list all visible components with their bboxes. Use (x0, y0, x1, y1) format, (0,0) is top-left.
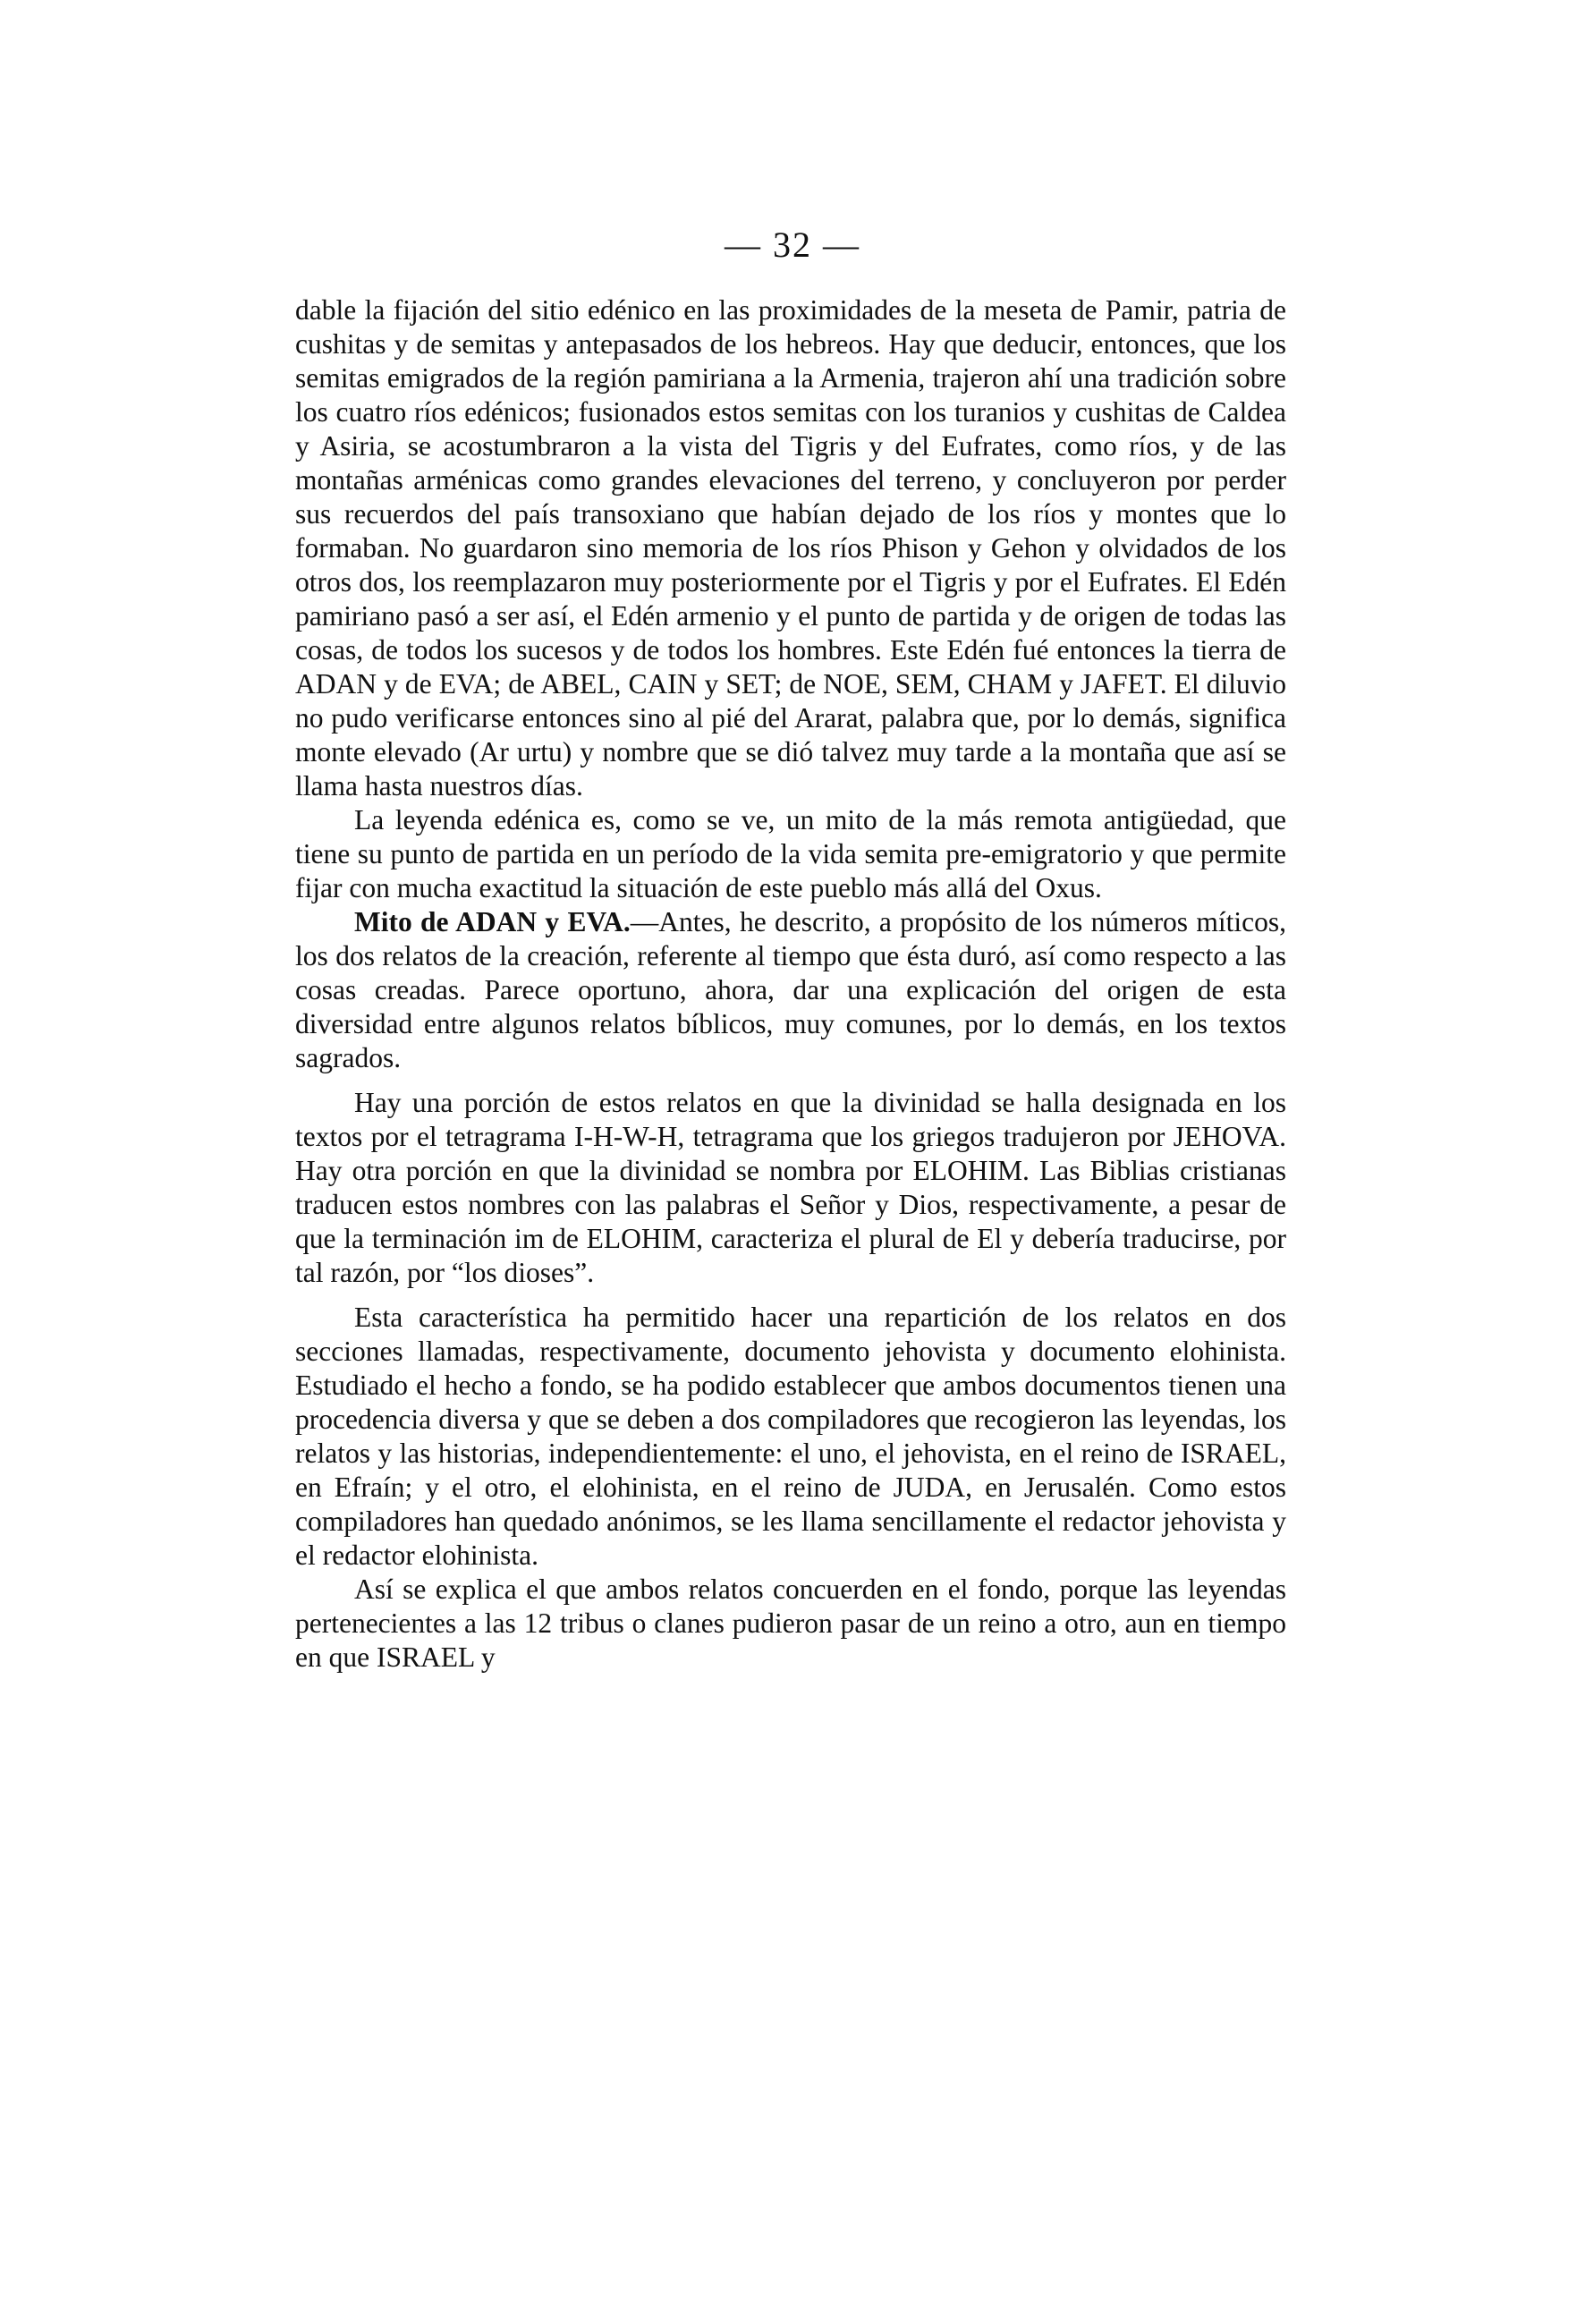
page-number: — 32 — (725, 225, 860, 265)
paragraph-6: Así se explica el que ambos relatos concuerden en el fondo, porque las leyendas pertenecientes a las 12 tribus o clanes pudieron pasar de un reino a otro, aun en tiempo en que ISRAEL y (295, 1573, 1286, 1673)
paragraph-3-text: —Antes, he descrito, a propósito de los números míticos, los dos relatos de la creación, referente al tiempo que ésta duró, así como respecto a las cosas creadas. Parece oportuno, ahora, dar una explicación del origen de esta diversidad entre algunos relatos bíblicos, muy comunes, por lo demás, en los textos sagrados. (295, 906, 1286, 1073)
paragraph-4: Hay una porción de estos relatos en que la divinidad se halla designada en los textos por el tetragrama I-H-W-H, tetragrama que los griegos tradujeron por JEHOVA. Hay otra porción en que la divinidad se nombra por ELOHIM. Las Biblias cristianas traducen estos nombres con las palabras el Señor y Dios, respectivamente, a pesar de que la terminación im de ELOHIM, caracteriza el plural de El y debería traducirse, por tal razón, por “los dioses”. (295, 1087, 1286, 1288)
paragraph-5: Esta característica ha permitido hacer una repartición de los relatos en dos secciones llamadas, respectivamente, documento jehovista y documento elohinista. Estudiado el hecho a fondo, se ha podido establecer que ambos documentos tienen una procedencia diversa y que se deben a dos compiladores que recogieron las leyendas, los relatos y las historias, independientemente: el uno, el jehovista, en el reino de ISRAEL, en Efraín; y el otro, el elohinista, en el reino de JUDA, en Jerusalén. Como estos compiladores han quedado anónimos, se les llama sencillamente el redactor jehovista y el redactor elohinista. (295, 1302, 1286, 1571)
paragraph-3 (295, 905, 1286, 1075)
paragraph-2: La leyenda edénica es, como se ve, un mito de la más remota antigüedad, que tiene su punto de partida en un período de la vida semita pre-emigratorio y que permite fijar con mucha exactitud la situación de este pueblo más allá del Oxus. (295, 804, 1286, 903)
section-heading: Mito de ADAN y EVA. (354, 906, 631, 937)
paragraph-1: dable la fijación del sitio edénico en las proximidades de la meseta de Pamir, patria de cushitas y de semitas y antepasados de los hebreos. Hay que deducir, entonces, que los semitas emigrados de la región pamiriana a la Armenia, trajeron ahí una tradición sobre los cuatro ríos edénicos; fusionados estos semitas con los turanios y cushitas de Caldea y Asiria, se acostumbraron a la vista del Tigris y del Eufrates, como ríos, y de las montañas arménicas como grandes elevaciones del terreno, y concluyeron por perder sus recuerdos del país transoxiano que habían dejado de los ríos y montes que lo formaban. No guardaron sino memoria de los ríos Phison y Gehon y olvidados de los otros dos, los reemplazaron muy posteriormente por el Tigris y por el Eufrates. El Edén pamiriano pasó a ser así, el Edén armenio y el punto de partida y de origen de todas las cosas, de todos los sucesos y de todos los hombres. Este Edén fué entonces la tierra de ADAN y de EVA; de ABEL, CAIN y SET; de NOE, SEM, CHAM y JAFET. El diluvio no pudo verificarse entonces sino al pié del Ararat, palabra que, por lo demás, significa monte elevado (Ar urtu) y nombre que se dió talvez muy tarde a la montaña que así se llama hasta nuestros días. (295, 294, 1286, 802)
body-text (295, 293, 1286, 1675)
